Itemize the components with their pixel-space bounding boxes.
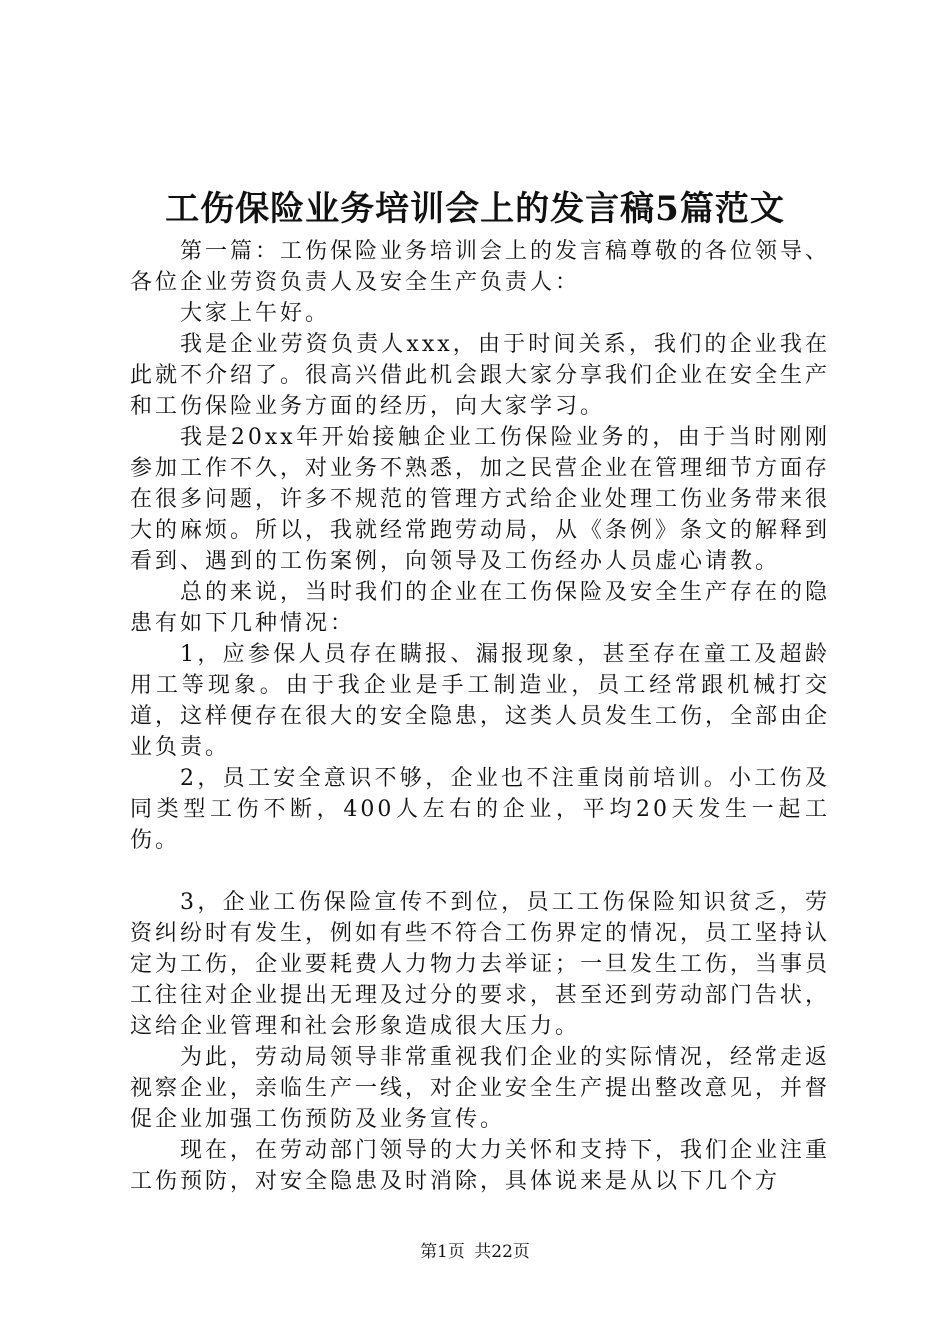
paragraph: 现在，在劳动部门领导的大力关怀和支持下，我们企业注重工伤预防，对安全隐患及时消除，具体说来是从以下几个方 bbox=[130, 1138, 831, 1194]
page-footer bbox=[0, 1240, 950, 1264]
paragraph: 1，应参保人员存在瞒报、漏报现象，甚至存在童工及超龄用工等现象。由于我企业是手工制造业，员工经常跟机械打交道，这样便存在很大的安全隐患，这类人员发生工伤，全部由企业负责。 bbox=[130, 642, 831, 760]
paragraph: 我是企业劳资负责人xxx，由于时间关系，我们的企业我在此就不介绍了。很高兴借此机会跟大家分享我们企业在安全生产和工伤保险业务方面的经历，向大家学习。 bbox=[130, 332, 831, 419]
paragraph: 大家上午好。 bbox=[180, 301, 331, 326]
page-number: 第1页 bbox=[420, 1242, 465, 1262]
paragraph: 第一篇：工伤保险业务培训会上的发言稿尊敬的各位领导、各位企业劳资负责人及安全生产负责人： bbox=[130, 239, 831, 295]
paragraph: 总的来说，当时我们的企业在工伤保险及安全生产存在的隐患有如下几种情况： bbox=[130, 580, 831, 636]
paragraph: 我是20xx年开始接触企业工伤保险业务的，由于当时刚刚参加工作不久，对业务不熟悉，加之民营企业在管理细节方面存在很多问题，许多不规范的管理方式给企业处理工伤业务带来很大的麻烦。所以，我就经常跑劳动局，从《条例》条文的解释到看到、遇到的工伤案例，向领导及工伤经办人员虚心请教。 bbox=[130, 425, 831, 574]
document-title: 工伤保险业务培训会上的发言稿5篇范文 bbox=[165, 189, 785, 229]
paragraph: 2，员工安全意识不够，企业也不注重岗前培训。小工伤及同类型工伤不断，400人左右的企业，平均20天发生一起工伤。 bbox=[130, 766, 830, 853]
document-body bbox=[130, 236, 830, 1197]
paragraph: 为此，劳动局领导非常重视我们企业的实际情况，经常走返视察企业，亲临生产一线，对企业安全生产提出整改意见，并督促企业加强工伤预防及业务宣传。 bbox=[130, 1045, 831, 1132]
paragraph: 3，企业工伤保险宣传不到位，员工工伤保险知识贫乏，劳资纠纷时有发生，例如有些不符合工伤界定的情况，员工坚持认定为工伤，企业要耗费人力物力去举证；一旦发生工伤，当事员工往往对企业提出无理及过分的要求，甚至还到劳动部门告状，这给企业管理和社会形象造成很大压力。 bbox=[130, 890, 831, 1039]
total-pages: 共22页 bbox=[474, 1242, 530, 1262]
